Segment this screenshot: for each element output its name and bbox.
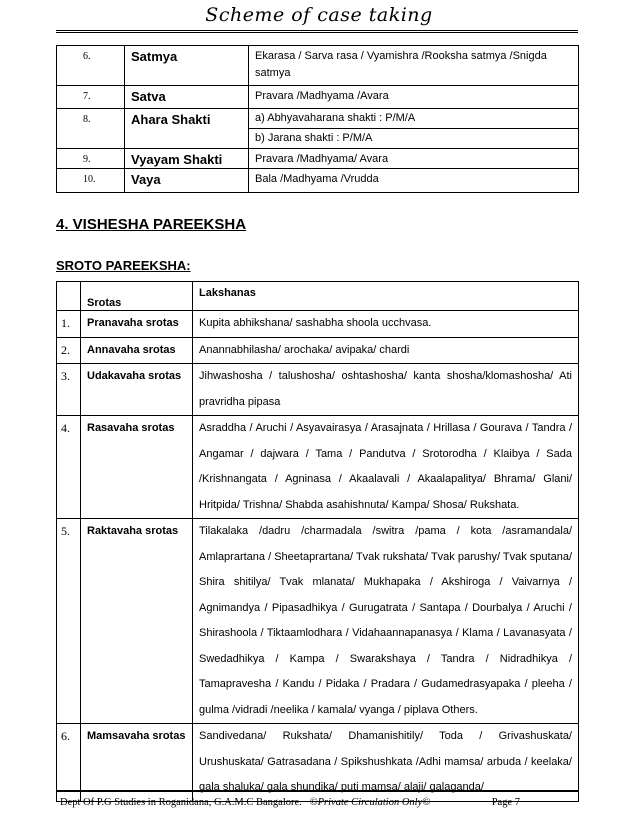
footer-department: Dept Of P.G Studies in Roganidana, G.A.M.C Bangalore. [60, 797, 302, 808]
lakshanas-text: Kupita abhikshana/ sashabha shoola ucchvasa. [193, 311, 579, 338]
row-label: Satva [125, 86, 249, 109]
page-number: Page 7 [491, 797, 520, 808]
row-number: 10. [57, 169, 125, 193]
lakshanas-text: Anannabhilasha/ arochaka/ avipaka/ chardi [193, 337, 579, 364]
row-label: Vaya [125, 169, 249, 193]
sub-heading: SROTO PAREEKSHA: [56, 258, 191, 273]
lakshanas-text: Asraddha / Aruchi / Asyavairasya / Arasajnata / Hrillasa / Gourava / Tandra / Angamar / dajwara / Tama / Pandutva / Srotorodha / Klaibya / Sada /Krishnangata / Agninasa / Akaalavali / Akaalapalitya/ Bhrama/ Glani/ Hritpida/ Trishna/ Shabda asahishnuta/ Kampa/ Shosa/ Rukshata. [193, 416, 579, 519]
srotas-name: Annavaha srotas [81, 337, 193, 364]
row-number: 6. [57, 46, 125, 86]
row-number: 9. [57, 149, 125, 169]
table-row [57, 169, 579, 193]
row-value: Bala /Madhyama /Vrudda [249, 169, 579, 193]
row-number: 2. [57, 337, 81, 364]
row-label: Vyayam Shakti [125, 149, 249, 169]
lakshanas-text: Jihwashosha / talushosha/ oshtashosha/ kanta shosha/klomashosha/ Ati pravridha pipasa [193, 364, 579, 416]
srotas-name: Mamsavaha srotas [81, 724, 193, 802]
sroto-table [56, 281, 579, 802]
row-value: a) Abhyavaharana shakti : P/M/A [255, 112, 416, 124]
srotas-name: Pranavaha srotas [81, 311, 193, 338]
row-number: 7. [57, 86, 125, 109]
row-label: Satmya [125, 46, 249, 86]
table-row [57, 311, 579, 338]
table-row [57, 86, 579, 109]
row-number: 3. [57, 364, 81, 416]
table-row [57, 337, 579, 364]
prakriti-table [56, 45, 579, 193]
page-header-title: Scheme of case taking [205, 4, 433, 26]
lakshanas-text: Sandivedana/ Rukshata/ Dhamanishitily/ Toda / Grivashuskata/ Urushuskata/ Gatrasadana / Spikshushkata /Adhi mamsa/ arbuda / keelaka/ gala shaluka/ gala shundika/ puti mamsa/ alaji/ galaganda/ [193, 724, 579, 802]
row-number: 4. [57, 416, 81, 519]
row-number: 8. [57, 109, 125, 149]
row-number: 5. [57, 519, 81, 724]
srotas-name: Rasavaha srotas [81, 416, 193, 519]
table-row [57, 109, 579, 149]
page-footer [60, 797, 578, 808]
column-header-lakshanas: Lakshanas [193, 282, 579, 311]
table-row [57, 519, 579, 724]
lakshanas-text: Tilakalaka /dadru /charmadala /switra /pama / kota /asramandala/ Amlaprartana / Sheetaprartana/ Tvak rukshata/ Tvak parushy/ Tvak sputana/ Shira shitilya/ Tvak mlanata/ Mukhapaka / Akshiroga / Vaivarnya / Agnimandya / Pipasadhikya / Gurugatrata / Santapa / Dourbalya / Aruchi / Shirashoola / Tiktaamlodhara / Vidahaannapanasya / Klama / Lavanasyata / Swedadhikya / Kampa / Swarakshaya / Tandra / Nidradhikya / Tamapravesha / Kandu / Pidaka / Pradara / Gudamedrasyapaka / pleeha / gulma /vidradi /neelika / kamala/ vyanga / piplava Others. [193, 519, 579, 724]
srotas-name: Raktavaha srotas [81, 519, 193, 724]
footer-divider [56, 790, 578, 792]
row-number: 6. [57, 724, 81, 802]
column-header-srotas: Srotas [81, 282, 193, 311]
row-label: Ahara Shakti [125, 109, 249, 149]
row-value: Ekarasa / Sarva rasa / Vyamishra /Rooksha satmya /Snigda satmya [249, 46, 579, 86]
header-number-cell [57, 282, 81, 311]
row-value: Pravara /Madhyama/ Avara [249, 149, 579, 169]
table-row [57, 416, 579, 519]
srotas-name: Udakavaha srotas [81, 364, 193, 416]
table-row [57, 149, 579, 169]
header-divider [56, 30, 578, 33]
footer-copyright: ©Private Circulation Only© [309, 797, 431, 808]
table-row [57, 364, 579, 416]
row-value: b) Jarana shakti : P/M/A [249, 128, 578, 148]
row-number: 1. [57, 311, 81, 338]
section-heading: 4. VISHESHA PAREEKSHA [56, 216, 247, 233]
row-value-split [249, 109, 579, 149]
table-row [57, 46, 579, 86]
table-header-row [57, 282, 579, 311]
row-value: Pravara /Madhyama /Avara [249, 86, 579, 109]
